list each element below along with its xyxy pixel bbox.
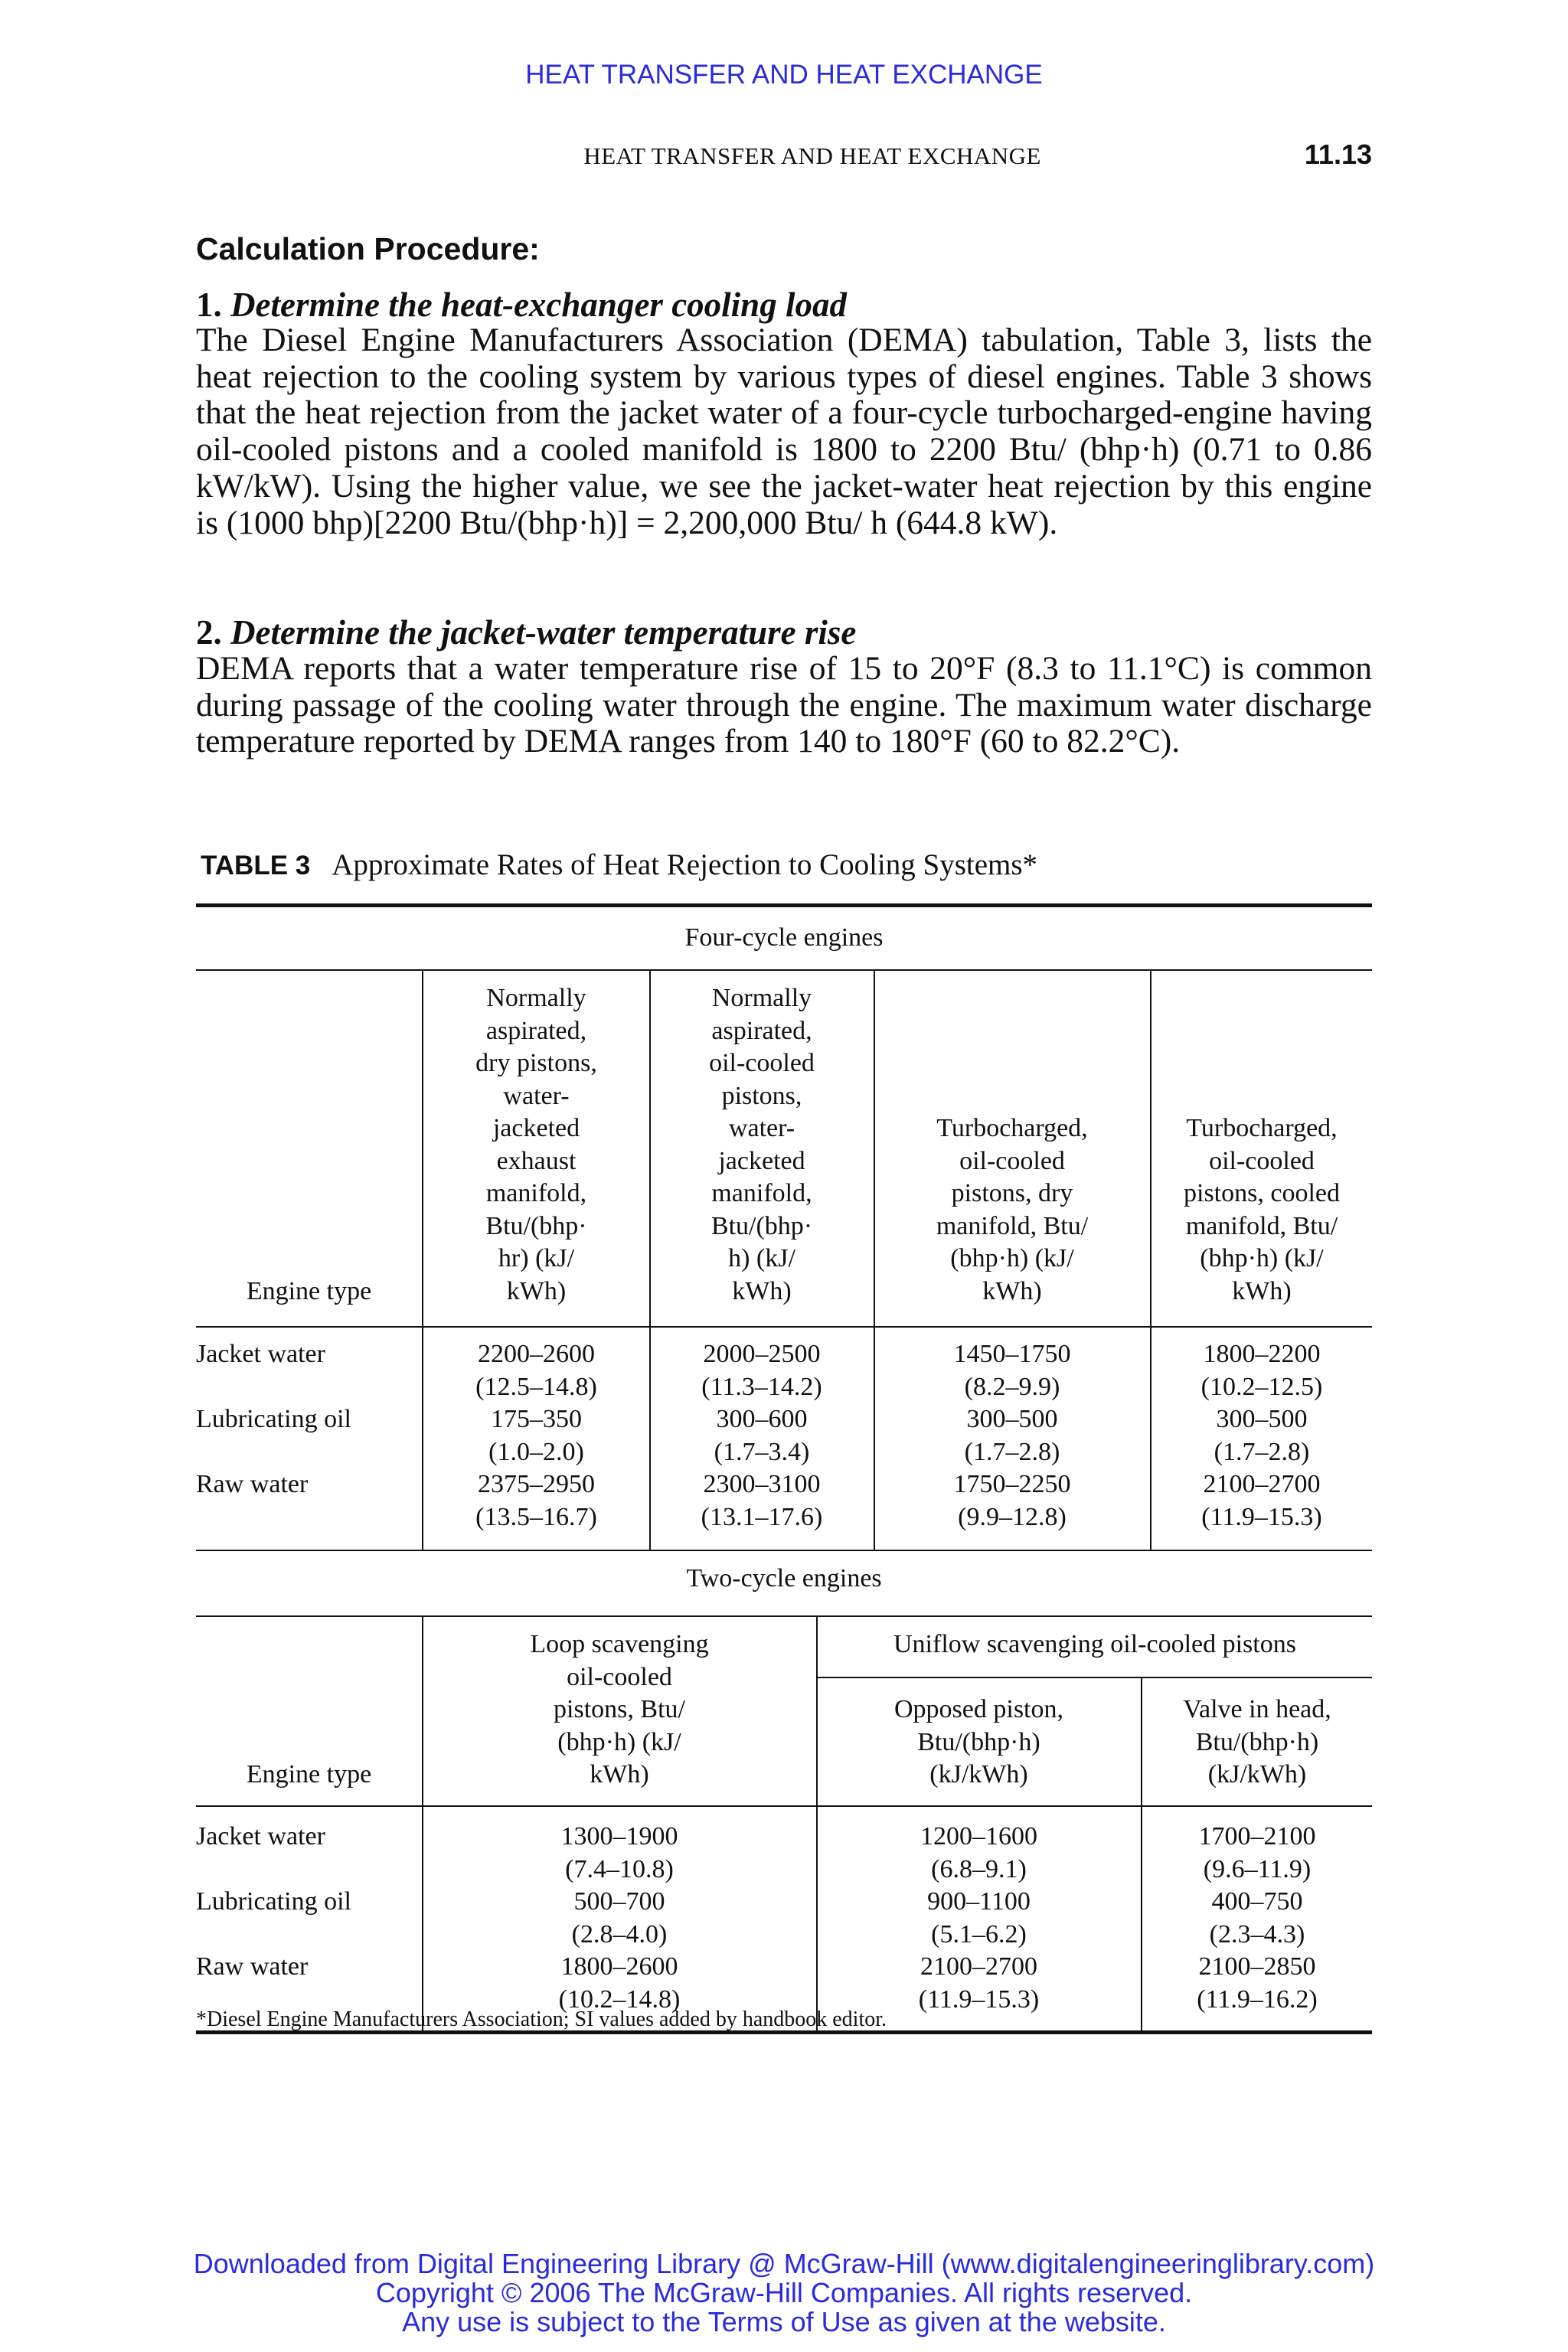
four-cycle-cell: 1450–1750 (8.2–9.9)	[953, 1340, 1071, 1401]
valve-in-head-header: Valve in head, Btu/(bhp·h) (kJ/kWh)	[1183, 1695, 1331, 1788]
step-1-heading	[196, 285, 847, 325]
four-cycle-cell: 300–500 (1.7–2.8)	[1214, 1405, 1310, 1466]
step-1-body: The Diesel Engine Manufacturers Association (DEMA) tabulation, Table 3, lists the heat rejection to the cooling system by various types of diesel engines. Table 3 shows that the heat rejection from the jacket water of a four-cycle turbocharged-engine having oil-cooled pistons and a cooled manifold is 1800 to 2200 Btu/ (bhp·h) (0.71 to 0.86 kW/kW). Using the higher value, we see the jacket-water heat rejection by this engine is (1000 bhp)[2200 Btu/(bhp·h)] = 2,200,000 Btu/ h (644.8 kW).	[196, 322, 1372, 541]
step-2-body: DEMA reports that a water temperature rise of 15 to 20°F (8.3 to 11.1°C) is common during passage of the cooling water through the engine. The maximum water discharge temperature reported by DEMA ranges from 140 to 180°F (60 to 82.2°C).	[196, 650, 1372, 760]
table-top-rule	[196, 903, 1372, 907]
four-cycle-header-rule	[196, 969, 1372, 971]
two-cycle-cell: 400–750 (2.3–4.3)	[1209, 1887, 1305, 1949]
two-cycle-cell: 1200–1600 (6.8–9.1)	[920, 1822, 1037, 1883]
four-cycle-cell: 300–500 (1.7–2.8)	[964, 1405, 1060, 1466]
table-title: Approximate Rates of Heat Rejection to Cooling Systems*	[332, 848, 1038, 881]
footer-terms: Any use is subject to the Terms of Use as given at the website.	[402, 2306, 1166, 2337]
two-cycle-cell: 500–700 (2.8–4.0)	[571, 1887, 668, 1949]
step-2-number: 2.	[196, 613, 222, 652]
four-cycle-cell: 2375–2950 (13.5–16.7)	[475, 1470, 597, 1531]
opposed-piston-header: Opposed piston, Btu/(bhp·h) (kJ/kWh)	[894, 1695, 1063, 1788]
running-head: HEAT TRANSFER AND HEAT EXCHANGE	[583, 142, 1041, 169]
download-banner-title: HEAT TRANSFER AND HEAT EXCHANGE	[525, 60, 1043, 90]
two-cycle-cell: 1700–2100 (9.6–11.9)	[1198, 1822, 1316, 1883]
four-cycle-engine-type-header: Engine type	[246, 1277, 372, 1305]
page-number: 11.13	[1304, 139, 1372, 170]
step-1-number: 1.	[196, 286, 222, 324]
four-cycle-column-header-4: Turbocharged, oil-cooled pistons, cooled manifold, Btu/ (bhp·h) (kJ/ kWh)	[1184, 1114, 1340, 1305]
two-cycle-row-label-lubricating-oil: Lubricating oil	[196, 1887, 352, 1916]
four-cycle-cell: 300–600 (1.7–3.4)	[714, 1405, 810, 1466]
table-footnote: *Diesel Engine Manufacturers Association; SI values added by handbook editor.	[196, 2007, 887, 2031]
four-cycle-cell: 175–350 (1.0–2.0)	[488, 1405, 584, 1466]
step-1-title: Determine the heat-exchanger cooling load	[230, 286, 847, 324]
two-cycle-body-rule	[196, 1805, 1372, 1807]
four-cycle-row-label-raw-water: Raw water	[196, 1470, 309, 1498]
two-cycle-row-label-jacket-water: Jacket water	[196, 1822, 325, 1851]
two-cycle-engine-type-header: Engine type	[246, 1760, 372, 1788]
two-cycle-row-label-raw-water: Raw water	[196, 1952, 309, 1981]
four-cycle-cell: 1800–2200 (10.2–12.5)	[1200, 1340, 1323, 1401]
two-cycle-cell: 2100–2850 (11.9–16.2)	[1197, 1952, 1318, 2014]
footer-copyright: Copyright © 2006 The McGraw-Hill Companies. All rights reserved.	[375, 2277, 1193, 2308]
table-label: TABLE 3	[201, 851, 311, 880]
four-cycle-cell: 2000–2500 (11.3–14.2)	[701, 1340, 822, 1401]
four-cycle-column-header-3: Turbocharged, oil-cooled pistons, dry manifold, Btu/ (bhp·h) (kJ/ kWh)	[936, 1114, 1089, 1305]
footer-download-link[interactable]: Downloaded from Digital Engineering Library @ McGraw-Hill (www.digitalengineeringlibrary.com)	[193, 2248, 1375, 2279]
section-heading: Calculation Procedure:	[196, 231, 540, 266]
four-cycle-body-rule	[196, 1326, 1372, 1328]
four-cycle-bottom-rule	[196, 1550, 1372, 1551]
two-cycle-cell: 1800–2600 (10.2–14.8)	[558, 1952, 681, 2014]
uniflow-subheader-rule	[816, 1677, 1372, 1678]
four-cycle-column-header-2: Normally aspirated, oil-cooled pistons, water- jacketed manifold, Btu/(bhp· h) (kJ/ kWh)	[709, 984, 815, 1305]
uniflow-scavenging-header: Uniflow scavenging oil-cooled pistons	[893, 1630, 1296, 1658]
two-cycle-title: Two-cycle engines	[686, 1564, 882, 1592]
four-cycle-cell: 2200–2600 (12.5–14.8)	[475, 1340, 597, 1401]
table-caption	[201, 848, 1037, 882]
loop-scavenging-header: Loop scavenging oil-cooled pistons, Btu/ (bhp·h) (kJ/ kWh)	[530, 1630, 709, 1788]
two-cycle-header-rule	[196, 1615, 1372, 1617]
two-cycle-cell: 1300–1900 (7.4–10.8)	[560, 1822, 678, 1883]
copyright-footer	[0, 2249, 1568, 2337]
four-cycle-row-label-jacket-water: Jacket water	[196, 1340, 325, 1368]
step-2-heading	[196, 612, 856, 652]
step-2-title: Determine the jacket-water temperature rise	[230, 613, 857, 652]
two-cycle-cell: 2100–2700 (11.9–15.3)	[918, 1952, 1040, 2014]
four-cycle-row-label-lubricating-oil: Lubricating oil	[196, 1405, 352, 1433]
four-cycle-cell: 2100–2700 (11.9–15.3)	[1201, 1470, 1322, 1531]
two-cycle-cell: 900–1100 (5.1–6.2)	[927, 1887, 1031, 1949]
four-cycle-cell: 2300–3100 (13.1–17.6)	[701, 1470, 823, 1531]
four-cycle-cell: 1750–2250 (9.9–12.8)	[953, 1470, 1071, 1531]
four-cycle-title: Four-cycle engines	[684, 923, 884, 952]
four-cycle-column-header-1: Normally aspirated, dry pistons, water- jacketed exhaust manifold, Btu/(bhp· hr) (kJ/ kWh)	[475, 984, 597, 1305]
